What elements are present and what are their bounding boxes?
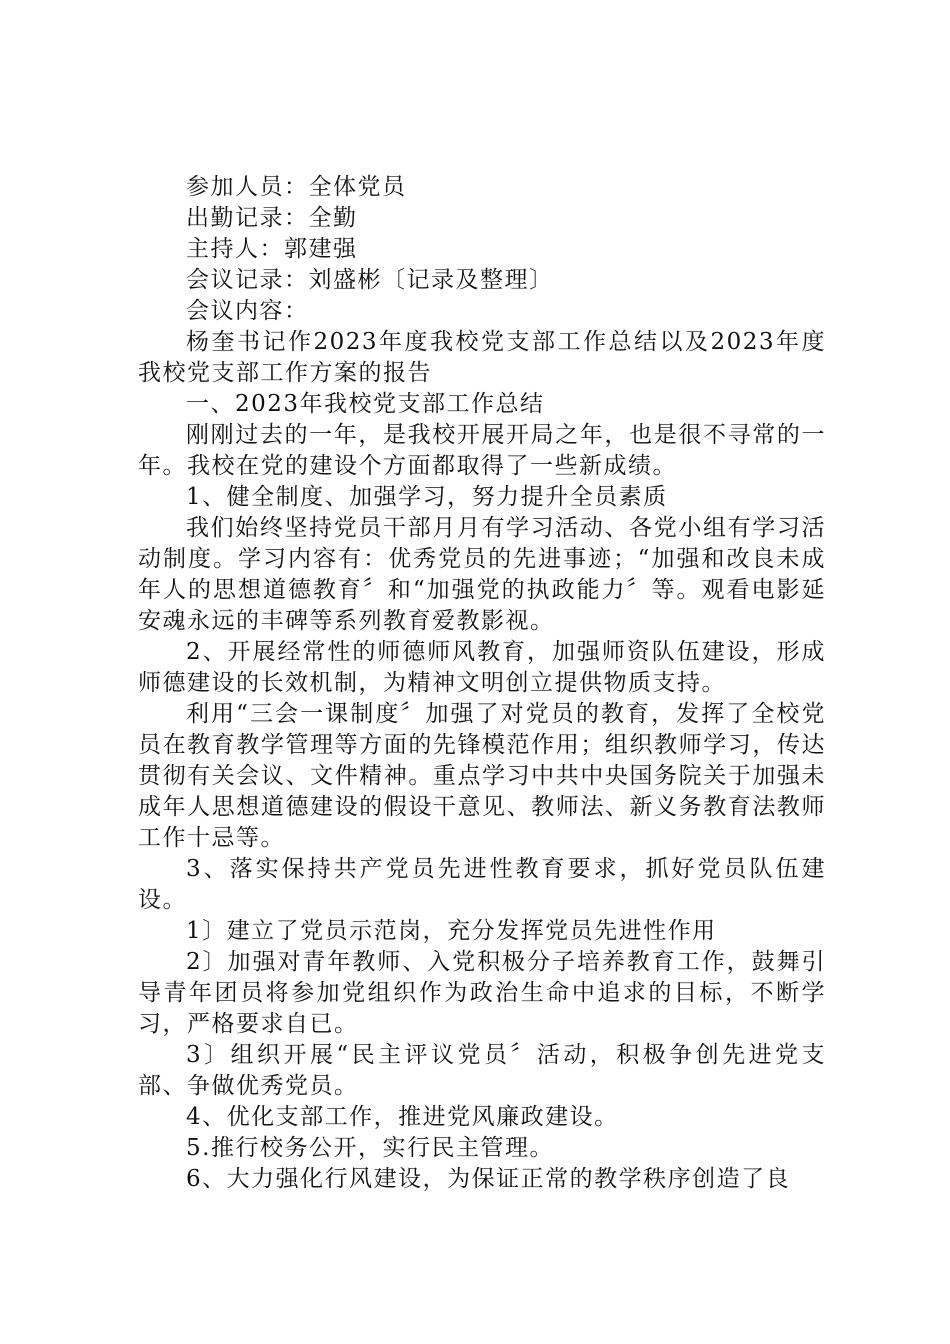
paragraph-recorder: 会议记录：刘盛彬〔记录及整理〕: [186, 267, 554, 293]
paragraph-attendance: 出勤记录：全勤: [186, 205, 358, 231]
item-heading-2: 2、开展经常性的师德师风教育，加强师资队伍建设，形成师德建设的长效机制，为精神文明创立提供物质支持。: [138, 639, 826, 696]
section-heading: 一、2023年我校党支部工作总结: [186, 391, 545, 417]
paragraph-overview: 刚刚过去的一年，是我校开展开局之年，也是很不寻常的一年。我校在党的建设个方面都取得了一些新成绩。: [138, 422, 826, 479]
item-heading-3: 3、落实保持共产党员先进性教育要求，抓好党员队伍建设。: [138, 856, 826, 913]
paragraph-attendees: 参加人员：全体党员: [186, 174, 407, 200]
item-heading-5: 5.推行校务公开，实行民主管理。: [186, 1135, 554, 1161]
item-heading-1: 1、健全制度、加强学习，努力提升全员素质: [186, 484, 668, 510]
paragraph-meeting-content: 会议内容：: [186, 298, 309, 324]
document-body: [138, 172, 826, 1195]
paragraph-report-intro: 杨奎书记作2023年度我校党支部工作总结以及2023年度我校党支部工作方案的报告: [138, 329, 826, 386]
paragraph-study: 我们始终坚持党员干部月月有学习活动、各党小组有学习活动制度。学习内容有：优秀党员的先进事迹；“加强和改良未成年人的思想道德教育〞和“加强党的执政能力〞等。观看电影延安魂永远的丰碑等系列教育爱教影视。: [138, 515, 826, 634]
item-heading-6: 6、大力强化行风建设，为保证正常的教学秩序创造了良: [186, 1166, 791, 1192]
sub-item-1: 1〕建立了党员示范岗，充分发挥党员先进性作用: [186, 918, 717, 944]
paragraph-host: 主持人：郭建强: [186, 236, 358, 262]
sub-item-3: 3〕组织开展“民主评议党员〞活动，积极争创先进党支部、争做优秀党员。: [138, 1042, 826, 1099]
sub-item-2: 2〕加强对青年教师、入党积极分子培养教育工作，鼓舞引导青年团员将参加党组织作为政治生命中追求的目标，不断学习，严格要求自已。: [138, 949, 826, 1037]
item-heading-4: 4、优化支部工作，推进党风廉政建设。: [186, 1104, 619, 1130]
paragraph-education: 利用“三会一课制度〞加强了对党员的教育，发挥了全校党员在教育教学管理等方面的先锋模范作用；组织教师学习，传达贯彻有关会议、文件精神。重点学习中共中央国务院关于加强未成年人思想道德建设的假设干意见、教师法、新义务教育法教师工作十忌等。: [138, 701, 826, 851]
